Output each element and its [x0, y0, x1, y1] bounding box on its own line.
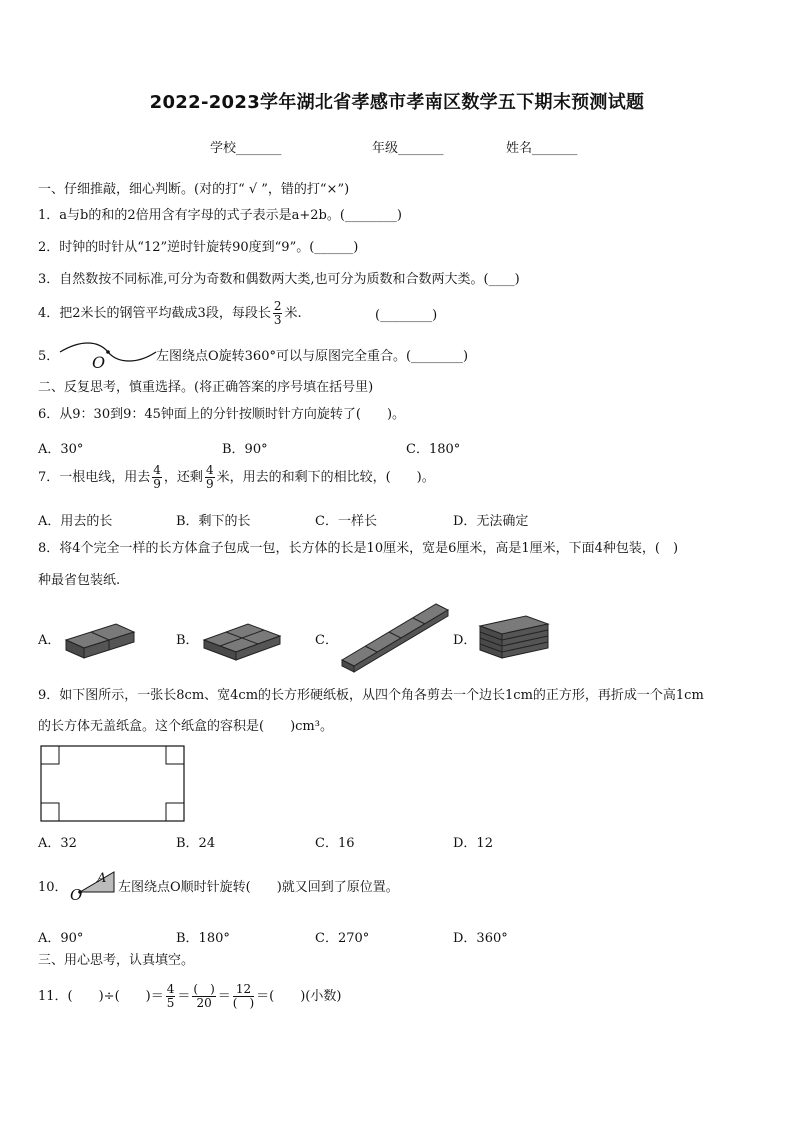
q8-option-b: B．: [176, 633, 199, 648]
q11-den-2: 20: [196, 996, 212, 1010]
q10-option-c: C．270°: [315, 931, 370, 946]
q10-option-b: B．180°: [176, 931, 230, 946]
q11-num-1: 4: [166, 982, 175, 996]
q9-option-c: C．16: [315, 836, 355, 851]
q9-cardboard-figure: [40, 745, 186, 823]
q11-fraction-2: [192, 983, 215, 1010]
q7-option-c: C．一样长: [315, 514, 377, 529]
q10-label: 10．: [38, 880, 68, 895]
q8-package-b: [202, 610, 282, 665]
q11-fraction-1: [166, 983, 176, 1010]
q11-text-2: ＝( )(小数): [256, 989, 342, 1004]
q4-numerator: 2: [273, 299, 282, 313]
q11-num-2: ( ): [193, 982, 215, 996]
q8-package-c: [340, 600, 450, 675]
section-2-heading: 二、反复思考，慎重选择。(将正确答案的序号填在括号里): [38, 380, 374, 395]
school-field: 学校_______: [210, 141, 282, 156]
name-field: 姓名_______: [506, 141, 578, 156]
q6-option-b: B．90°: [222, 442, 268, 457]
question-7: [38, 464, 435, 491]
question-9-line-2: 的长方体无盖纸盒。这个纸盒的容积是( )cm³。: [38, 719, 333, 734]
q7-option-d: D．无法确定: [453, 514, 529, 529]
question-5: 左图绕点O旋转360°可以与原图完全重合。(________): [156, 349, 469, 364]
question-11: 11．( )÷( )＝ $\frac{4}{5}$ ＝ $\frac{( )}{20}$ ＝ $\frac{12}{( )}$ ＝( )(小数): [38, 982, 342, 1010]
q7-option-a: A．用去的长: [38, 514, 113, 529]
q7-option-b: B．剩下的长: [176, 514, 251, 529]
q6-option-c: C．180°: [406, 442, 461, 457]
q4-text: 4．把2米长的钢管平均截成3段，每段长: [38, 306, 271, 321]
q4-answer-blank: (________): [375, 308, 438, 323]
q8-option-d: D．: [453, 633, 477, 648]
q10-option-d: D．360°: [453, 931, 508, 946]
grade-field: 年级_______: [372, 141, 444, 156]
q7-den-1: 9: [153, 477, 161, 491]
q4-fraction: [273, 300, 283, 327]
question-4: [38, 300, 302, 327]
q4-unit: 米.: [284, 306, 302, 321]
q7-num-1: 4: [153, 463, 161, 477]
q8-option-c: C．: [315, 633, 338, 648]
q6-option-a: A．30°: [38, 442, 84, 457]
question-6: 6．从9：30到9：45钟面上的分针按顺时针方向旋转了( )。: [38, 407, 406, 422]
q9-option-b: B．24: [176, 836, 216, 851]
question-1: 1．a与b的和的2倍用含有字母的式子表示是a+2b。(________): [38, 208, 402, 223]
q7-fraction-1: [152, 464, 162, 491]
q11-fraction-3: [233, 983, 254, 1010]
q10-option-a: A．90°: [38, 931, 84, 946]
question-9-line-1: 9．如下图所示，一张长8cm、宽4cm的长方形硬纸板，从四个角各剪去一个边长1cm的正方形，再折成一个高1cm: [38, 688, 704, 703]
section-3-heading: 三、用心思考，认真填空。: [38, 953, 195, 968]
section-1-heading: 一、仔细推敲，细心判断。(对的打“ √ ”，错的打“×”): [38, 182, 350, 197]
page-title: 2022-2023学年湖北省孝感市孝南区数学五下期末预测试题: [149, 92, 645, 113]
q11-den-3: ( ): [232, 996, 255, 1010]
q7-num-2: 4: [205, 463, 214, 477]
q5-label: 5．: [38, 349, 60, 364]
q7-text-2: ，还剩: [163, 470, 203, 485]
q7-den-2: 9: [205, 477, 214, 491]
question-8-line-2: 种最省包装纸.: [38, 573, 121, 588]
q7-text-3: 米，用去的和剩下的相比较，( )。: [216, 470, 435, 485]
q9-option-a: A．32: [38, 836, 77, 851]
q7-text-1: 7．一根电线，用去: [38, 470, 151, 485]
q5-point-o: O: [92, 353, 106, 372]
q11-num-3: 12: [233, 983, 254, 997]
q11-text-1: 11．( )÷( )＝: [38, 989, 164, 1004]
q9-option-d: D．12: [453, 836, 493, 851]
q4-denominator: 3: [273, 313, 282, 327]
q7-fraction-2: [205, 464, 215, 491]
q8-package-d: [478, 612, 552, 662]
q8-package-a: [64, 610, 136, 660]
question-8-line-1: 8．将4个完全一样的长方体盒子包成一包，长方体的长是10厘米，宽是6厘米，高是1厘米，下面4种包装，( ): [38, 541, 679, 556]
question-2: 2．时钟的时针从“12”逆时针旋转90度到“9”。(______): [38, 240, 359, 255]
q10-point-a: A: [97, 871, 107, 886]
q11-den-1: 5: [166, 996, 175, 1010]
question-10: 左图绕点O顺时针旋转( )就又回到了原位置。: [118, 880, 399, 895]
q10-point-o: O: [70, 886, 83, 904]
q8-option-a: A．: [38, 633, 61, 648]
question-3: 3．自然数按不同标准,可分为奇数和偶数两大类,也可分为质数和合数两大类。(____): [38, 272, 520, 287]
q5-rotation-figure: [58, 336, 158, 370]
